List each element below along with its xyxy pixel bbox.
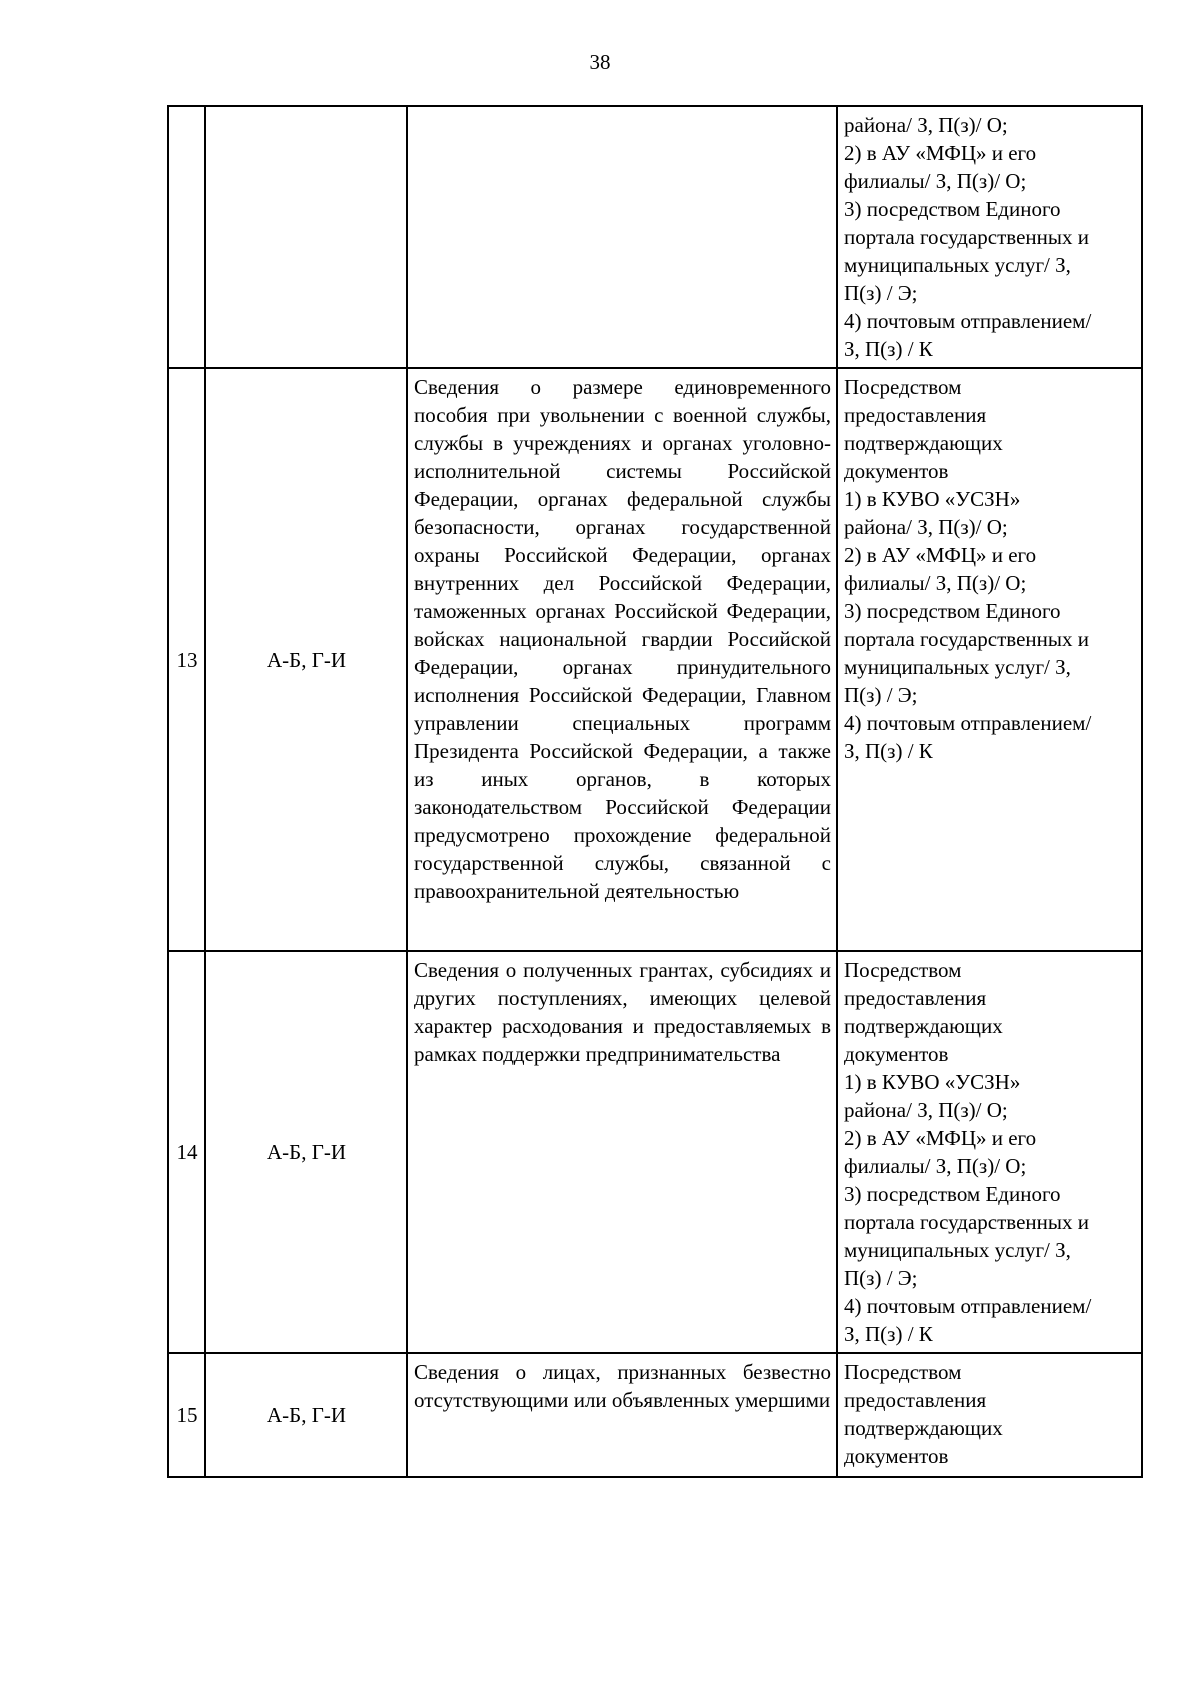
submission-method-line: Посредством	[844, 958, 962, 982]
submission-method-line: П(з) / Э;	[844, 683, 918, 707]
table-row	[168, 1353, 1142, 1477]
row-number: 15	[168, 1353, 205, 1477]
submission-method-line: предоставления	[844, 403, 987, 427]
submission-method-line: документов	[844, 459, 949, 483]
submission-method-line: 2) в АУ «МФЦ» и его	[844, 1126, 1037, 1150]
submission-method-line: подтверждающих	[844, 1416, 1003, 1440]
submission-method-line: 1) в КУВО «УСЗН»	[844, 487, 1021, 511]
submission-method-line: района/ З, П(з)/ О;	[844, 1098, 1008, 1122]
submission-method-line: Посредством	[844, 1360, 962, 1384]
recipient-category	[205, 106, 407, 368]
submission-method-line: П(з) / Э;	[844, 281, 918, 305]
page-number: 38	[589, 50, 611, 74]
table-row	[168, 368, 1142, 951]
submission-method-line: портала государственных и	[844, 225, 1089, 249]
submission-method-line: муниципальных услуг/ З,	[844, 1238, 1071, 1262]
submission-method-line: предоставления	[844, 986, 987, 1010]
submission-method-line: Посредством	[844, 375, 962, 399]
submission-method-line: 2) в АУ «МФЦ» и его	[844, 141, 1037, 165]
information-text: Сведения о лицах, признанных безвестно отсутствующими или объявленных умершими	[414, 1360, 831, 1412]
submission-method-line: района/ З, П(з)/ О;	[844, 515, 1008, 539]
submission-method-line: документов	[844, 1042, 949, 1066]
submission-method-line: портала государственных и	[844, 627, 1089, 651]
submission-method-line: 3) посредством Единого	[844, 1182, 1061, 1206]
recipient-category: А-Б, Г-И	[205, 368, 407, 951]
submission-method-line: 4) почтовым отправлением/	[844, 309, 1092, 333]
submission-method-line: 3) посредством Единого	[844, 599, 1061, 623]
row-number: 14	[168, 951, 205, 1353]
information-text: Сведения о размере единовременного пособия при увольнении с военной службы, службы в учреждениях и органах уголовно-исполнительной системы Российской Федерации, органах федеральной службы безопасности, органах государственной охраны Российской Федерации, органах внутренних дел Российской Федерации, таможенных органах Российской Федерации, войсках национальной гвардии Российской Федерации, органах принудительного исполнения Российской Федерации, Главном управлении специальных программ Президента Российской Федерации, а также из иных органов, в которых законодательством Российской Федерации предусмотрено прохождение федеральной государственной службы, связанной с правоохранительной деятельностью	[414, 375, 831, 903]
recipient-category: А-Б, Г-И	[205, 1353, 407, 1477]
submission-method-line: 4) почтовым отправлением/	[844, 1294, 1092, 1318]
submission-method-line: района/ З, П(з)/ О;	[844, 113, 1008, 137]
submission-method-cell	[837, 1353, 1142, 1477]
recipient-category: А-Б, Г-И	[205, 951, 407, 1353]
submission-method-line: П(з) / Э;	[844, 1266, 918, 1290]
submission-method-line: 4) почтовым отправлением/	[844, 711, 1092, 735]
submission-method-line: портала государственных и	[844, 1210, 1089, 1234]
submission-method-line: З, П(з) / К	[844, 1322, 933, 1346]
information-cell	[407, 106, 837, 368]
information-cell	[407, 368, 837, 951]
submission-method-line: документов	[844, 1444, 949, 1468]
submission-method-line: предоставления	[844, 1388, 987, 1412]
submission-method-line: 2) в АУ «МФЦ» и его	[844, 543, 1037, 567]
information-text: Сведения о полученных грантах, субсидиях и других поступлениях, имеющих целевой характер расходования и предоставляемых в рамках поддержки предпринимательства	[414, 958, 831, 1066]
submission-method-line: муниципальных услуг/ З,	[844, 655, 1071, 679]
submission-method-line: подтверждающих	[844, 1014, 1003, 1038]
submission-method-line: подтверждающих	[844, 431, 1003, 455]
submission-method-line: филиалы/ З, П(з)/ О;	[844, 571, 1027, 595]
submission-method-line: З, П(з) / К	[844, 337, 933, 361]
submission-method-line: филиалы/ З, П(з)/ О;	[844, 1154, 1027, 1178]
information-cell	[407, 951, 837, 1353]
submission-method-cell	[837, 368, 1142, 951]
services-table	[167, 105, 1143, 1478]
table-row	[168, 951, 1142, 1353]
submission-method-line: 1) в КУВО «УСЗН»	[844, 1070, 1021, 1094]
submission-method-line: филиалы/ З, П(з)/ О;	[844, 169, 1027, 193]
submission-method-cell	[837, 951, 1142, 1353]
table-row	[168, 106, 1142, 368]
submission-method-line: З, П(з) / К	[844, 739, 933, 763]
row-number: 13	[168, 368, 205, 951]
submission-method-line: 3) посредством Единого	[844, 197, 1061, 221]
row-number	[168, 106, 205, 368]
submission-method-line: муниципальных услуг/ З,	[844, 253, 1071, 277]
information-cell	[407, 1353, 837, 1477]
submission-method-cell	[837, 106, 1142, 368]
